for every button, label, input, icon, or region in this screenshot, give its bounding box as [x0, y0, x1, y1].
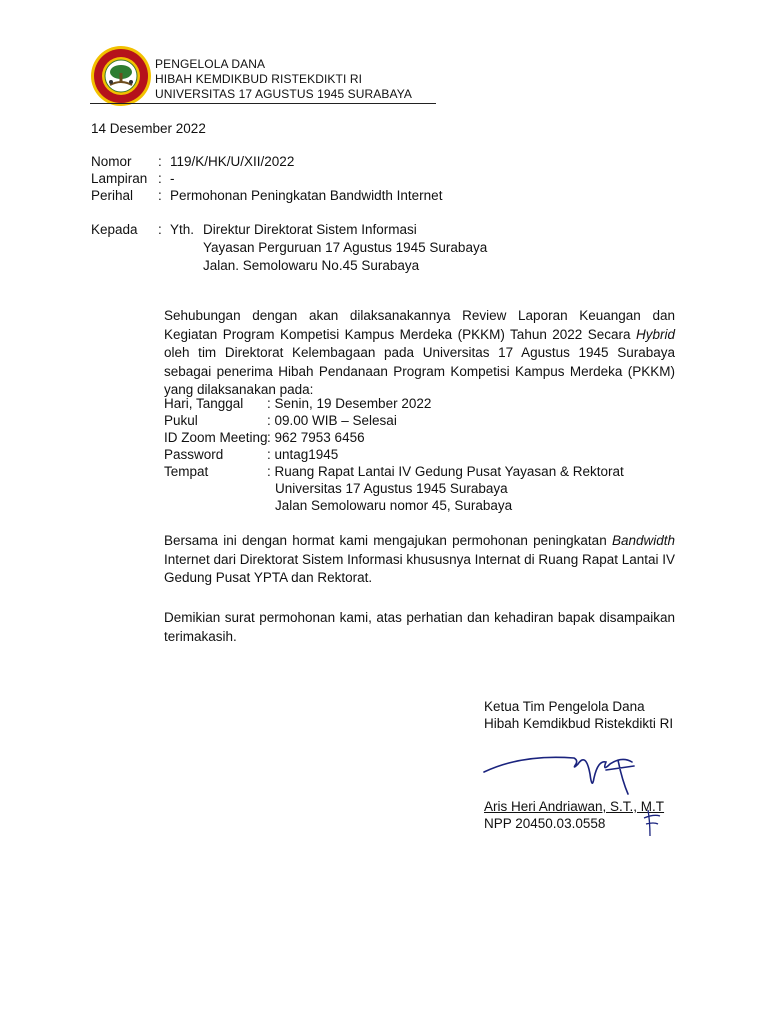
para2-text-a: Bersama ini dengan hormat kami mengajukan permohonan peningkatan	[164, 533, 612, 548]
event-tempat-line-3: Jalan Semolowaru nomor 45, Surabaya	[275, 498, 513, 513]
lampiran-colon: :	[158, 171, 162, 186]
body-paragraph-3	[164, 609, 675, 646]
kepada-label: Kepada	[91, 222, 138, 237]
signatory-name: Aris Heri Andriawan, S.T., M.T	[484, 799, 665, 814]
event-tempat-line-2: Universitas 17 Agustus 1945 Surabaya	[275, 481, 508, 496]
kepada-colon: :	[158, 222, 162, 237]
letter-date: 14 Desember 2022	[91, 121, 206, 136]
para1-text-a: Sehubungan dengan akan dilaksanakannya Review Laporan Keuangan dan Kegiatan Program Kompetisi Kampus Merdeka (PKKM) Tahun 2022 Secara	[164, 308, 675, 342]
event-password-label: Password	[164, 447, 224, 462]
recipient-line-1: Direktur Direktorat Sistem Informasi	[203, 222, 417, 237]
signature-title-1: Ketua Tim Pengelola Dana	[484, 699, 645, 714]
event-password-value: : untag1945	[267, 447, 339, 462]
nomor-value: 119/K/HK/U/XII/2022	[170, 154, 295, 169]
event-pukul-label: Pukul	[164, 413, 198, 428]
nomor-colon: :	[158, 154, 162, 169]
para2-text-b: Internet dari Direktorat Sistem Informasi khususnya Internat di Ruang Rapat Lantai IV Gedung Pusat YPTA dan Rektorat.	[164, 551, 676, 586]
signatory-npp: NPP 20450.03.0558	[484, 816, 606, 831]
event-tempat-label: Tempat	[164, 464, 209, 479]
event-tempat-value: : Ruang Rapat Lantai IV Gedung Pusat Yayasan & Rektorat	[267, 464, 624, 479]
letterhead-divider	[90, 103, 436, 104]
event-zoom-value: : 962 7953 6456	[267, 430, 365, 445]
handwritten-signature-icon	[482, 750, 652, 800]
event-hari-value: : Senin, 19 Desember 2022	[267, 396, 432, 411]
para3-text: Demikian surat permohonan kami, atas perhatian dan kehadiran bapak disampaikan terimakasih.	[164, 610, 675, 644]
lampiran-label: Lampiran	[91, 171, 148, 186]
letterhead-line-1: PENGELOLA DANA	[155, 57, 266, 71]
para1-text-b: oleh tim Direktorat Kelembagaan pada Universitas 17 Agustus 1945 Surabaya sebagai penerima Hibah Pendanaan Program Kompetisi Kampus Merdeka (PKKM) yang dilaksanakan pada:	[164, 345, 675, 398]
event-zoom-label: ID Zoom Meeting	[164, 430, 268, 445]
initial-paraf-icon	[640, 808, 665, 838]
para1-italic: Hybrid	[635, 326, 675, 342]
lampiran-value: -	[170, 171, 175, 186]
recipient-line-3: Jalan. Semolowaru No.45 Surabaya	[203, 258, 420, 273]
body-paragraph-1	[164, 307, 675, 400]
event-pukul-value: : 09.00 WIB – Selesai	[267, 413, 397, 428]
signature-title-2: Hibah Kemdikbud Ristekdikti RI	[484, 716, 674, 731]
university-logo-icon	[90, 45, 152, 107]
letterhead-line-3: UNIVERSITAS 17 AGUSTUS 1945 SURABAYA	[155, 87, 413, 101]
perihal-label: Perihal	[91, 188, 134, 203]
yth-label: Yth.	[170, 222, 195, 237]
perihal-value: Permohonan Peningkatan Bandwidth Internet	[170, 188, 443, 203]
nomor-label: Nomor	[91, 154, 132, 169]
event-hari-label: Hari, Tanggal	[164, 396, 244, 411]
body-paragraph-2	[164, 532, 675, 588]
perihal-colon: :	[158, 188, 162, 203]
para2-italic: Bandwidth	[611, 533, 675, 548]
recipient-line-2: Yayasan Perguruan 17 Agustus 1945 Surabaya	[203, 240, 488, 255]
letterhead-line-2: HIBAH KEMDIKBUD RISTEKDIKTI RI	[155, 72, 363, 86]
